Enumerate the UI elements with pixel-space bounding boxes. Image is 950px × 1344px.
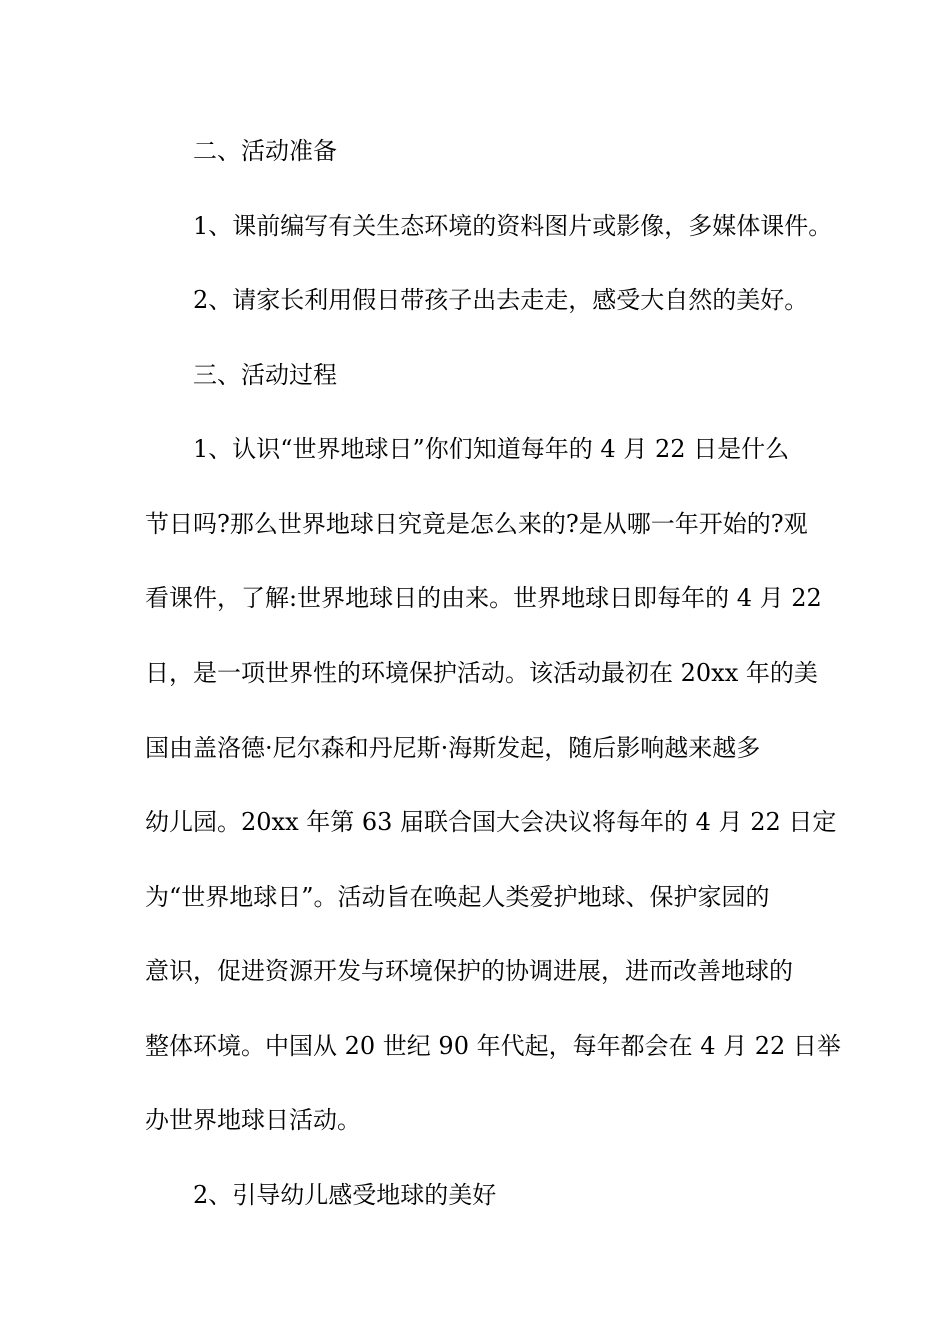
process-item-1-line: 办世界地球日活动。: [145, 1106, 361, 1134]
section-heading-preparation: 二、活动准备: [193, 137, 337, 165]
prep-item-2: 2、请家长利用假日带孩子出去走走，感受大自然的美好。: [193, 286, 809, 314]
process-item-1-line: 日，是一项世界性的环境保护活动。该活动最初在 20xx 年的美: [145, 659, 818, 687]
process-item-1-line: 1、认识“世界地球日”你们知道每年的 4 月 22 日是什么: [193, 435, 790, 463]
section-heading-process: 三、活动过程: [193, 361, 337, 389]
process-item-1-line: 为“世界地球日”。活动旨在唤起人类爱护地球、保护家园的: [145, 883, 770, 911]
process-item-1-line: 国由盖洛德·尼尔森和丹尼斯·海斯发起，随后影响越来越多: [145, 734, 761, 762]
process-item-1-line: 整体环境。中国从 20 世纪 90 年代起，每年都会在 4 月 22 日举: [145, 1032, 841, 1060]
process-item-1-line: 看课件，了解:世界地球日的由来。世界地球日即每年的 4 月 22: [145, 584, 822, 612]
process-item-1-line: 节日吗?那么世界地球日究竟是怎么来的?是从哪一年开始的?观: [145, 510, 808, 538]
process-item-2: 2、引导幼儿感受地球的美好: [193, 1181, 497, 1209]
process-item-1-line: 幼儿园。20xx 年第 63 届联合国大会决议将每年的 4 月 22 日定: [145, 808, 837, 836]
prep-item-1: 1、课前编写有关生态环境的资料图片或影像，多媒体课件。: [193, 212, 833, 240]
process-item-1-line: 意识，促进资源开发与环境保护的协调进展，进而改善地球的: [145, 957, 793, 985]
